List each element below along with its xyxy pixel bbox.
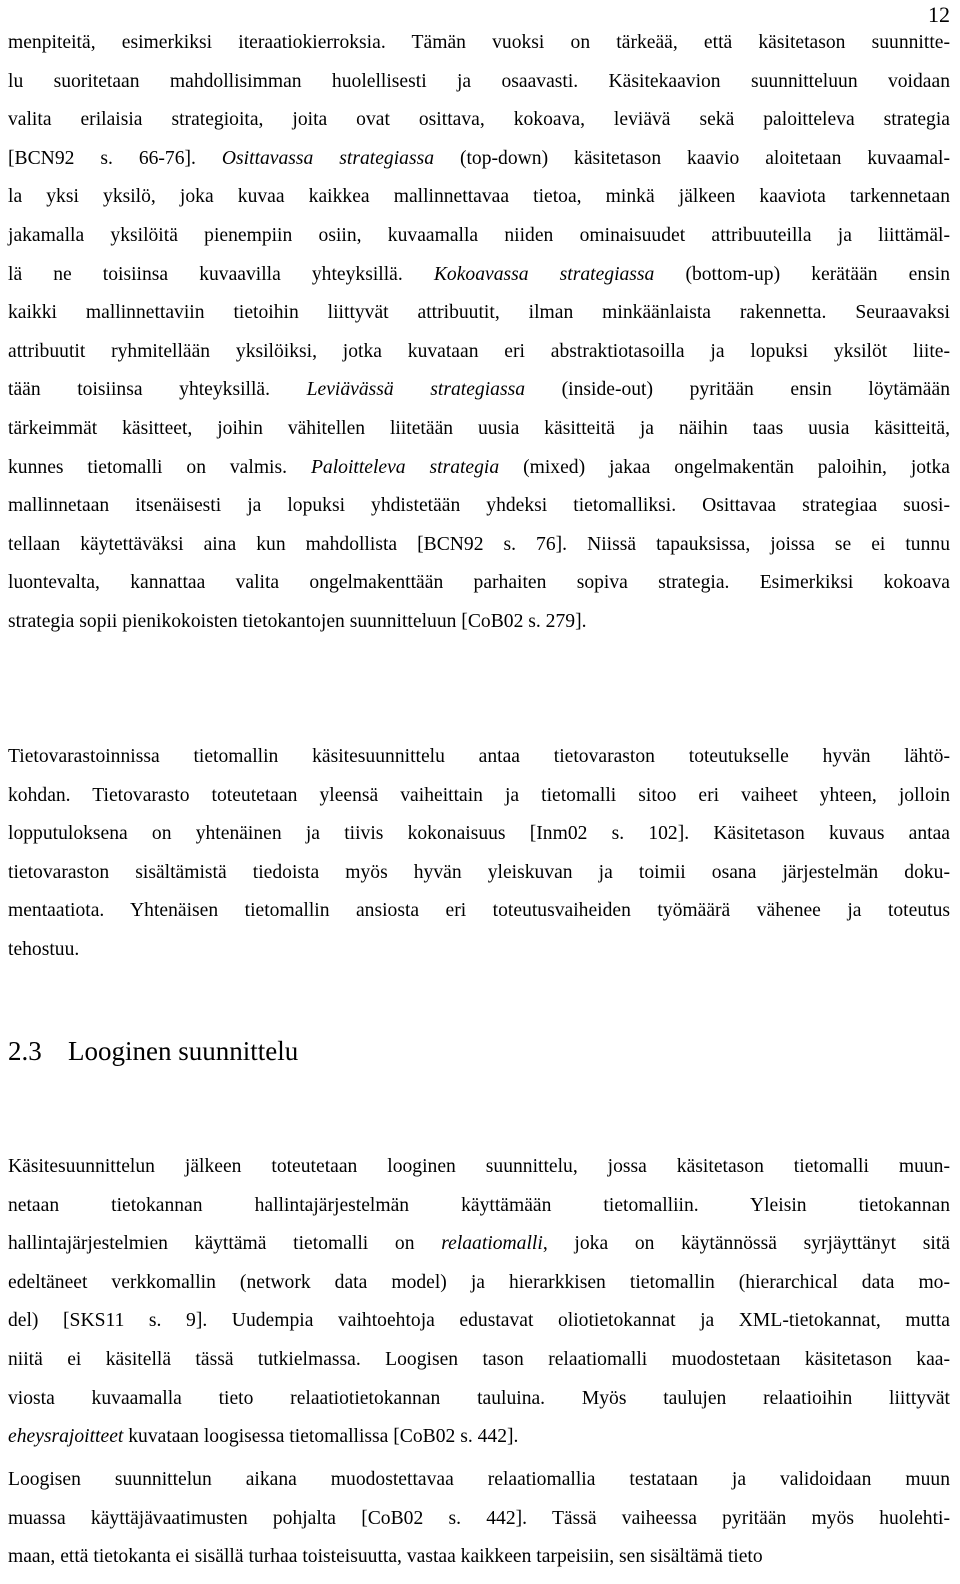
text-line [8, 1418, 950, 1457]
text-segment: (inside-out) pyritään ensin löytämään [525, 379, 950, 401]
text-segment: (top-down) käsitetason kaavio aloitetaan kuvaamal- [434, 147, 951, 169]
text-line: del) [SKS11 s. 9]. Uudempia vaihtoehtoja edustavat oliotietokannat ja XML-tietokannat, mutta [8, 1310, 950, 1332]
text-segment: , joka on käytännössä syrjäyttänyt sitä [542, 1233, 950, 1255]
text-line: jakamalla yksilöitä pienempiin osiin, kuvaamalla niiden ominaisuudet attribuuteilla ja liittämäl- [8, 224, 950, 246]
paragraph-validation [8, 1461, 950, 1577]
text-line: tärkeimmät käsitteet, joihin vähitellen liitetään uusia käsitteitä ja näihin taas uusia käsitteitä, [8, 417, 950, 439]
text-segment: kuvataan loogisessa tietomallissa [CoB02 s. 442]. [123, 1426, 519, 1448]
text-line [8, 449, 950, 488]
text-line: tellaan käytettäväksi aina kun mahdollista [BCN92 s. 76]. Niissä tapauksissa, joissa se ei tunnu [8, 533, 950, 555]
text-line [8, 371, 950, 410]
text-line: lopputuloksena on yhtenäinen ja tiivis kokonaisuus [Inm02 s. 102]. Käsitetason kuvaus antaa [8, 823, 950, 845]
text-line: valita erilaisia strategioita, joita ovat osittava, kokoava, leviävä sekä paloitteleva strategia [8, 109, 950, 131]
text-line [8, 1225, 950, 1264]
text-line: niitä ei käsitellä tässä tutkielmassa. Loogisen tason relaatiomalli muodostetaan käsitetason kaa- [8, 1348, 950, 1370]
text-line [8, 256, 950, 295]
italic-term: Osittavassa strategiassa [221, 147, 435, 169]
text-line: attribuutit ryhmitellään yksilöiksi, jotka kuvataan eri abstraktiotasoilla ja lopuksi yksilöt liite- [8, 340, 950, 362]
text-line: la yksi yksilö, joka kuvaa kaikkea mallinnettavaa tietoa, minkä jälkeen kaaviota tarkennetaan [8, 186, 950, 208]
text-line: mentaatiota. Yhtenäisen tietomallin ansiosta eri toteutusvaiheiden työmäärä vähenee ja toteutus [8, 900, 950, 922]
text-line: kohdan. Tietovarasto toteutetaan yleensä vaiheittain ja tietomalli sitoo eri vaiheet yhteen, jolloin [8, 784, 950, 806]
text-line: mallinnetaan itsenäisesti ja lopuksi yhdistetään yhdeksi tietomalliksi. Osittavaa strategiaa suosi- [8, 495, 950, 517]
italic-term: Kokoavassa strategiassa [433, 263, 655, 285]
italic-term: Paloitteleva strategia [310, 456, 500, 478]
text-line: lu suoritetaan mahdollisimman huolellisesti ja osaavasti. Käsitekaavion suunnitteluun voidaan [8, 70, 950, 92]
text-line: menpiteitä, esimerkiksi iteraatiokierroksia. Tämän vuoksi on tärkeää, että käsitetason suunnitte- [8, 32, 950, 53]
text-line: strategia sopii pienikokoisten tietokantojen suunnitteluun [CoB02 s. 279]. [8, 610, 587, 632]
text-line: Käsitesuunnittelun jälkeen toteutetaan looginen suunnittelu, jossa käsitetason tietomalli muun- [8, 1156, 950, 1177]
text-line: kaikki mallinnettaviin tietoihin liittyvät attribuutit, ilman minkäänlaista rakennetta. Seuraavaksi [8, 302, 950, 324]
text-segment: hallintajärjestelmien käyttämä tietomalli on [8, 1233, 442, 1255]
text-segment: tään toisiinsa yhteyksillä. [8, 379, 307, 401]
text-line: Tietovarastoinnissa tietomallin käsitesuunnittelu antaa tietovaraston toteutukselle hyvän lähtö- [8, 746, 950, 767]
section-number: 2.3 [8, 1036, 42, 1066]
page-number: 12 [928, 2, 950, 27]
text-line: maan, että tietokanta ei sisällä turhaa toisteisuutta, vastaa kaikkeen tarpeisiin, sen sisältämä tieto [8, 1546, 763, 1568]
text-line: edeltäneet verkkomallin (network data model) ja hierarkkisen tietomallin (hierarchical data mo- [8, 1271, 950, 1293]
text-line: muassa käyttäjävaatimusten pohjalta [CoB02 s. 442]. Tässä vaiheessa pyritään myös huolehti- [8, 1507, 950, 1529]
paragraph-data-warehousing [8, 738, 950, 970]
text-segment: lä ne toisiinsa kuvaavilla yhteyksillä. [8, 263, 434, 285]
text-segment: (mixed) jakaa ongelmakentän paloihin, jotka [499, 456, 950, 478]
italic-term: eheysrajoitteet [8, 1426, 124, 1448]
text-segment: kunnes tietomalli on valmis. [8, 456, 311, 478]
text-line: viosta kuvaamalla tieto relaatiotietokannan tauluina. Myös taulujen relaatioihin liittyvät [8, 1387, 950, 1409]
text-line: tietovaraston sisältämistä tiedoista myös hyvän yleiskuvan ja toimii osana järjestelmän doku- [8, 861, 950, 883]
text-segment: [BCN92 s. 66-76]. [8, 147, 222, 169]
italic-term: Leviävässä strategiassa [306, 379, 526, 401]
section-heading [8, 1034, 298, 1068]
text-line: luontevalta, kannattaa valita ongelmakenttään parhaiten sopiva strategia. Esimerkiksi kokoava [8, 572, 950, 594]
section-title: Looginen suunnittelu [68, 1036, 299, 1066]
text-segment: (bottom-up) kerätään ensin [654, 263, 951, 285]
text-line [8, 140, 950, 179]
italic-term: relaatiomalli [441, 1233, 543, 1255]
text-line: netaan tietokannan hallintajärjestelmän käyttämään tietomalliin. Yleisin tietokannan [8, 1194, 950, 1216]
text-line: Loogisen suunnittelun aikana muodostettavaa relaatiomallia testataan ja validoidaan muun [8, 1469, 950, 1490]
paragraph-logical-design [8, 1148, 950, 1457]
paragraph-design-strategies [8, 24, 950, 642]
text-line: tehostuu. [8, 938, 80, 960]
